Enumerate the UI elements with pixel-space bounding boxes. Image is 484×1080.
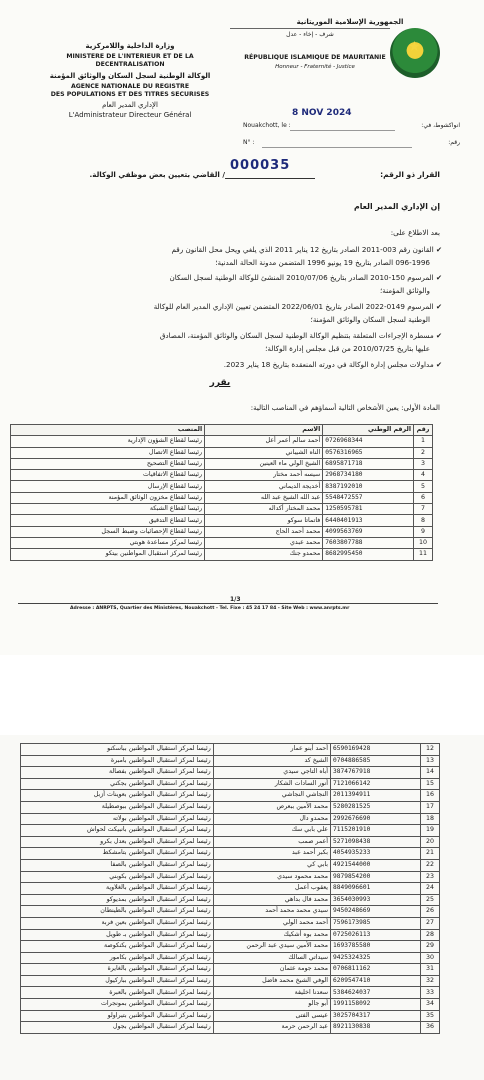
name-cell: الشيخ كد [213,755,330,767]
table-row [21,929,440,941]
national-emblem-icon: ★ [390,28,440,78]
position-cell: رئيسا لمركز استقبال المواطنين بعوينات أزبل [21,790,214,802]
consideration-2: ✔ المرسوم 150-2010 الصادر بتاريخ 2010/07/06 المنشئ للوكالة الوطنية لسجل السكان [169,273,442,282]
name-cell: الناه الشيباني [205,447,323,458]
row-number-cell: 12 [421,744,440,756]
row-number-cell: 33 [421,987,440,999]
table-row [11,481,433,492]
name-cell: الوفي الشيخ محمد فاضل [213,975,330,987]
row-number-cell: 15 [421,778,440,790]
header-name: الاسم [205,425,323,436]
row-number-cell: 11 [413,549,432,560]
position-cell: رئيسا لمركز استقبال المواطنين بالغايرة [21,964,214,976]
consideration-5: ✔ مداولات مجلس إدارة الوكالة في دورته المنعقدة بتاريخ 18 يناير 2023. [223,360,442,369]
name-cell: محمد المختار أكداله [205,504,323,515]
position-cell: رئيسا لمركز استقبال المواطنين بالطينطان [21,906,214,918]
table-row [21,952,440,964]
row-number-cell: 28 [421,929,440,941]
row-number-cell: 10 [413,537,432,548]
name-cell: محمد الأمين ببعرص [213,801,330,813]
row-number-cell: 34 [421,999,440,1011]
name-cell: سيداتي السالك [213,952,330,964]
nni-cell: 0706811162 [331,964,421,976]
row-number-cell: 31 [421,964,440,976]
position-cell: رئيسا لمركز استقبال المواطنين بتيراولو [21,1010,214,1022]
name-cell: محمدو دال [213,813,330,825]
agency-ar: الوكالة الوطنية لسجل السكان والوثائق المؤمنة [49,72,211,80]
row-number-cell: 7 [413,504,432,515]
ministry-fr-line1: MINISTERE DE L'INTERIEUR ET DE LA [66,53,194,60]
name-cell: محمد بوه أشكيك [213,929,330,941]
nni-cell: 0725026113 [331,929,421,941]
nni-cell: 8682995450 [323,549,414,560]
header-num: رقم [413,425,432,436]
position-cell: رئيسا لمركز استقبال المواطنين بباسكنو [21,744,214,756]
republic-title-fr: RÉPUBLIQUE ISLAMIQUE DE MAURITANIE [244,54,386,61]
nni-cell: 8849096601 [331,883,421,895]
table-row [21,1022,440,1034]
nni-cell: 3874767918 [331,767,421,779]
row-number-cell: 30 [421,952,440,964]
name-cell: محمد الأمين سيدي عبد الرحمن [213,941,330,953]
decides-heading: يقرر [209,378,231,388]
having-read-line: بعد الاطلاع على: [390,228,440,237]
row-number-cell: 4 [413,470,432,481]
consideration-1: ✔ القانون رقم 003-2011 الصادر بتاريخ 12 يناير 2011 الذي يلغي ويحل محل القانون رقم [171,245,442,254]
table-row [11,515,433,526]
name-cell: محمدو جنك [205,549,323,560]
name-cell: يعقوب أعمل [213,883,330,895]
table-row [11,458,433,469]
page-number: 1/3 [230,596,241,603]
nni-cell: 9450248669 [331,906,421,918]
nni-cell: 5280281525 [331,801,421,813]
name-cell: أحمد محمد الولي [213,917,330,929]
name-cell: محمد محمود سيدي [213,871,330,883]
position-cell: رئيسا لمركز استقبال المواطنين بالغلاوية [21,883,214,895]
table-header-row [11,425,433,436]
issuer-line: إن الإداري المدير العام [353,202,440,211]
name-cell: أباه التاجي سيدي [213,767,330,779]
table-row [21,987,440,999]
position-cell: رئيسا لمركز استقبال المواطنين بـ طويل [21,929,214,941]
header-position: المنصب [11,425,205,436]
name-cell: عبد الرحمن حرمة [213,1022,330,1034]
nni-cell: 3025704317 [331,1010,421,1022]
nni-cell: 5548472557 [323,492,414,503]
table-row [21,778,440,790]
row-number-cell: 16 [421,790,440,802]
agency-fr-line2: DES POPULATIONS ET DES TITRES SECURISES [50,91,210,98]
name-cell: عبد الله الشيخ عبد الله [205,492,323,503]
name-cell: سعدنا اخليفة [213,987,330,999]
name-cell: عيسى الفتى [213,1010,330,1022]
decision-prefix: القرار ذو الرقم: [380,170,440,179]
table-row [21,744,440,756]
number-label-ar: رقم: [448,139,460,146]
name-cell: الشيخ الولي ماء العينين [205,458,323,469]
table-row [11,537,433,548]
row-number-cell: 25 [421,894,440,906]
consideration-3: ✔ المرسوم 0149-2022 الصادر بتاريخ 2022/06/01 المتضمن تعيين الإداري المدير العام للوكالة [153,302,442,311]
decision-number: 000035 [230,158,291,173]
table-row [21,813,440,825]
nni-cell: 6590169428 [331,744,421,756]
nni-cell: 2968734180 [323,470,414,481]
consideration-4-cont: عليها بتاريخ 2010/07/25 من قبل مجلس إدارة الوكالة؛ [265,344,430,353]
republic-motto-fr: Honneur - Fraternité - Justice [275,64,355,70]
row-number-cell: 1 [413,436,432,447]
position-cell: رئيسا لمركز استقبال المواطنين بالصفا [21,859,214,871]
nni-cell: 3654030993 [331,894,421,906]
consideration-4: ✔ مسطرة الإجراءات المتعلقة بتنظيم الوكالة الوطنية لسجل السكان والوثائق المؤمنة، المصادق [159,331,442,340]
name-cell: أبو جالو [213,999,330,1011]
name-cell: سيدي محمد محمد أحمد [213,906,330,918]
table-row [21,871,440,883]
nni-cell: 9425324325 [331,952,421,964]
director-title-ar: الإداري المدير العام [102,101,158,109]
nni-cell: 7115201910 [331,825,421,837]
nni-cell: 8387192010 [323,481,414,492]
table-row [21,941,440,953]
table-row [11,504,433,515]
nni-cell: 9879854200 [331,871,421,883]
table-row [11,436,433,447]
position-cell: رئيسا لقطاع التصحيح [11,458,205,469]
position-cell: رئيسا لمركز استقبال المواطنين بعين فربة [21,917,214,929]
director-title-fr: L'Administrateur Directeur Général [68,111,192,119]
name-cell: محمد عبدي [205,537,323,548]
nni-cell: 4921544000 [331,859,421,871]
row-number-cell: 23 [421,871,440,883]
table-row [11,526,433,537]
republic-motto-ar: شرف - إخاء - عدل [286,31,334,38]
table-row [21,999,440,1011]
nni-cell: 7596173985 [331,917,421,929]
table-row [21,848,440,860]
row-number-cell: 18 [421,813,440,825]
place-label-ar: انواكشوط، في: [421,122,460,129]
nni-cell: 2992676690 [331,813,421,825]
nni-cell: 7121066142 [331,778,421,790]
table-row [21,1010,440,1022]
position-cell: رئيسا لقطاع الإرسال [11,481,205,492]
row-number-cell: 6 [413,492,432,503]
position-cell: رئيسا لقطاع الاتفاقيات [11,470,205,481]
position-cell: رئيسا لمركز استقبال المواطنين بمونجرات [21,999,214,1011]
ministry-ar: وزارة الداخلية واللامركزية [85,42,175,50]
table-row [21,906,440,918]
table-row [21,825,440,837]
position-cell: رئيسا لمركز استقبال المواطنين بكوبني [21,871,214,883]
appointments-table-1 [10,424,433,561]
name-cell: أنور السادات الشكار [213,778,330,790]
nni-cell: 0704886585 [331,755,421,767]
name-cell: سيسه أحمد مختار [205,470,323,481]
row-number-cell: 36 [421,1022,440,1034]
ministry-fr-line2: DECENTRALISATION [95,61,165,68]
row-number-cell: 19 [421,825,440,837]
page-separator [0,655,484,735]
table-row [11,470,433,481]
consideration-1-cont: 096-1996 الصادر بتاريخ 19 يونيو 1996 المتضمن مدونة الحالة المدنية؛ [215,258,430,267]
position-cell: رئيسا لقطاع الشبكة [11,504,205,515]
table-row [21,894,440,906]
table-row [21,801,440,813]
nni-cell: 2011394911 [331,790,421,802]
decision-subject: / القاضي بتعيين بعض موظفي الوكالة. [89,170,225,179]
header-nni: الرقم الوطني [323,425,414,436]
date-stamp: 8 NOV 2024 [292,108,352,118]
nni-cell: 7603807788 [323,537,414,548]
number-label: N° : [243,139,255,146]
nni-cell: 1250595781 [323,504,414,515]
nni-cell: 6440401913 [323,515,414,526]
table-row [21,836,440,848]
name-cell: أحمد سالم أعمر أعل [205,436,323,447]
position-cell: رئيسا لمركز استقبال المواطنين بجول [21,1022,214,1034]
nni-cell: 5271098438 [331,836,421,848]
row-number-cell: 26 [421,906,440,918]
row-number-cell: 21 [421,848,440,860]
table-row [11,549,433,560]
position-cell: رئيسا لمركز استقبال المواطنين بعدل بكرو [21,836,214,848]
position-cell: رئيسا لمركز استقبال المواطنين بيتكو [11,549,205,560]
row-number-cell: 24 [421,883,440,895]
row-number-cell: 20 [421,836,440,848]
table-row [11,492,433,503]
position-cell: رئيسا لقطاع التدقيق [11,515,205,526]
agency-fr-line1: AGENCE NATIONALE DU REGISTRE [70,83,190,90]
position-cell: رئيسا لقطاع مخزون الوثائق المؤمنة [11,492,205,503]
row-number-cell: 13 [421,755,440,767]
nni-cell: 4054935233 [331,848,421,860]
nni-cell: 1693785580 [331,941,421,953]
row-number-cell: 17 [421,801,440,813]
position-cell: رئيسا لمركز استقبال المواطنين بفصالة [21,767,214,779]
position-cell: رئيسا لمركز استقبال المواطنين بكامور [21,952,214,964]
republic-title-ar: الجمهورية الإسلامية الموريتانية [296,18,404,26]
table-row [11,447,433,458]
position-cell: رئيسا لمركز استقبال المواطنين بالعبرة [21,987,214,999]
row-number-cell: 14 [421,767,440,779]
position-cell: رئيسا لمركز استقبال المواطنين بانبيكت لحواش [21,825,214,837]
row-number-cell: 35 [421,1010,440,1022]
row-number-cell: 2 [413,447,432,458]
position-cell: رئيسا لمركز استقبال المواطنين بكنكوصة [21,941,214,953]
name-cell: محمد جومة عثمان [213,964,330,976]
position-cell: رئيسا لمركز استقبال المواطنين بمديوكو [21,894,214,906]
article-1: المادة الأولى: يعين الأشخاص التالية أسماؤهم في المناصب التالية: [250,404,440,412]
position-cell: رئيسا لقطاع الإحصائيات وضبط السجل [11,526,205,537]
nni-cell: 5384624037 [331,987,421,999]
nni-cell: 6209547410 [331,975,421,987]
table-row [21,917,440,929]
name-cell: محمد فال بداهي [213,894,330,906]
position-cell: رئيسا لقطاع الاتصال [11,447,205,458]
name-cell: أعمر صمب [213,836,330,848]
table-row [21,859,440,871]
row-number-cell: 9 [413,526,432,537]
row-number-cell: 27 [421,917,440,929]
table-row [21,975,440,987]
position-cell: رئيسا لمركز استقبال المواطنين بولاته [21,813,214,825]
table-row [21,755,440,767]
row-number-cell: 29 [421,941,440,953]
nni-cell: 6895871718 [323,458,414,469]
row-number-cell: 8 [413,515,432,526]
position-cell: رئيسا لمركز استقبال المواطنين بتامشكط [21,848,214,860]
table-row [21,883,440,895]
place-label: Nouakchott, le : [243,122,291,129]
position-cell: رئيسا لمركز استقبال المواطنين بجكني [21,778,214,790]
position-cell: رئيسا لقطاع الشؤون الإدارية [11,436,205,447]
name-cell: فاتماتا سوكو [205,515,323,526]
nni-cell: 1991158092 [331,999,421,1011]
row-number-cell: 3 [413,458,432,469]
nni-cell: 0726968344 [323,436,414,447]
row-number-cell: 32 [421,975,440,987]
table-row [21,790,440,802]
nni-cell: 4099563769 [323,526,414,537]
row-number-cell: 5 [413,481,432,492]
table-row [21,767,440,779]
name-cell: محمد أحمد الحاج [205,526,323,537]
row-number-cell: 22 [421,859,440,871]
position-cell: رئيسا لمركز استقبال المواطنين ببوصطيلة [21,801,214,813]
position-cell: رئيسا لمركز استقبال المواطنين بامبرة [21,755,214,767]
appointments-table-2 [20,743,440,1034]
name-cell: بابي كي [213,859,330,871]
position-cell: رئيسا لمركز استقبال المواطنين بباركيول [21,975,214,987]
name-cell: أخديجة الديماني [205,481,323,492]
name-cell: علي بابي سك [213,825,330,837]
consideration-2-cont: والوثائق المؤمنة؛ [379,286,430,295]
nni-cell: 0576316965 [323,447,414,458]
position-cell: رئيسا لمركز مساعدة هوبتي [11,537,205,548]
consideration-3-cont: الوطنية لسجل السكان والوثائق المؤمنة؛ [310,315,430,324]
table-row [21,964,440,976]
footer-address: Adresse : ANRPTS, Quartier des Ministères, Nouakchott - Tel. Fixe : 45 24 17 84 - Site Web : www.anrpts.mr [70,606,350,611]
name-cell: أحمد أبنو عمار [213,744,330,756]
document-page-2 [0,735,484,1080]
name-cell: بكبر أحمد عبد [213,848,330,860]
nni-cell: 8921130838 [331,1022,421,1034]
name-cell: النجاشي النجاشي [213,790,330,802]
